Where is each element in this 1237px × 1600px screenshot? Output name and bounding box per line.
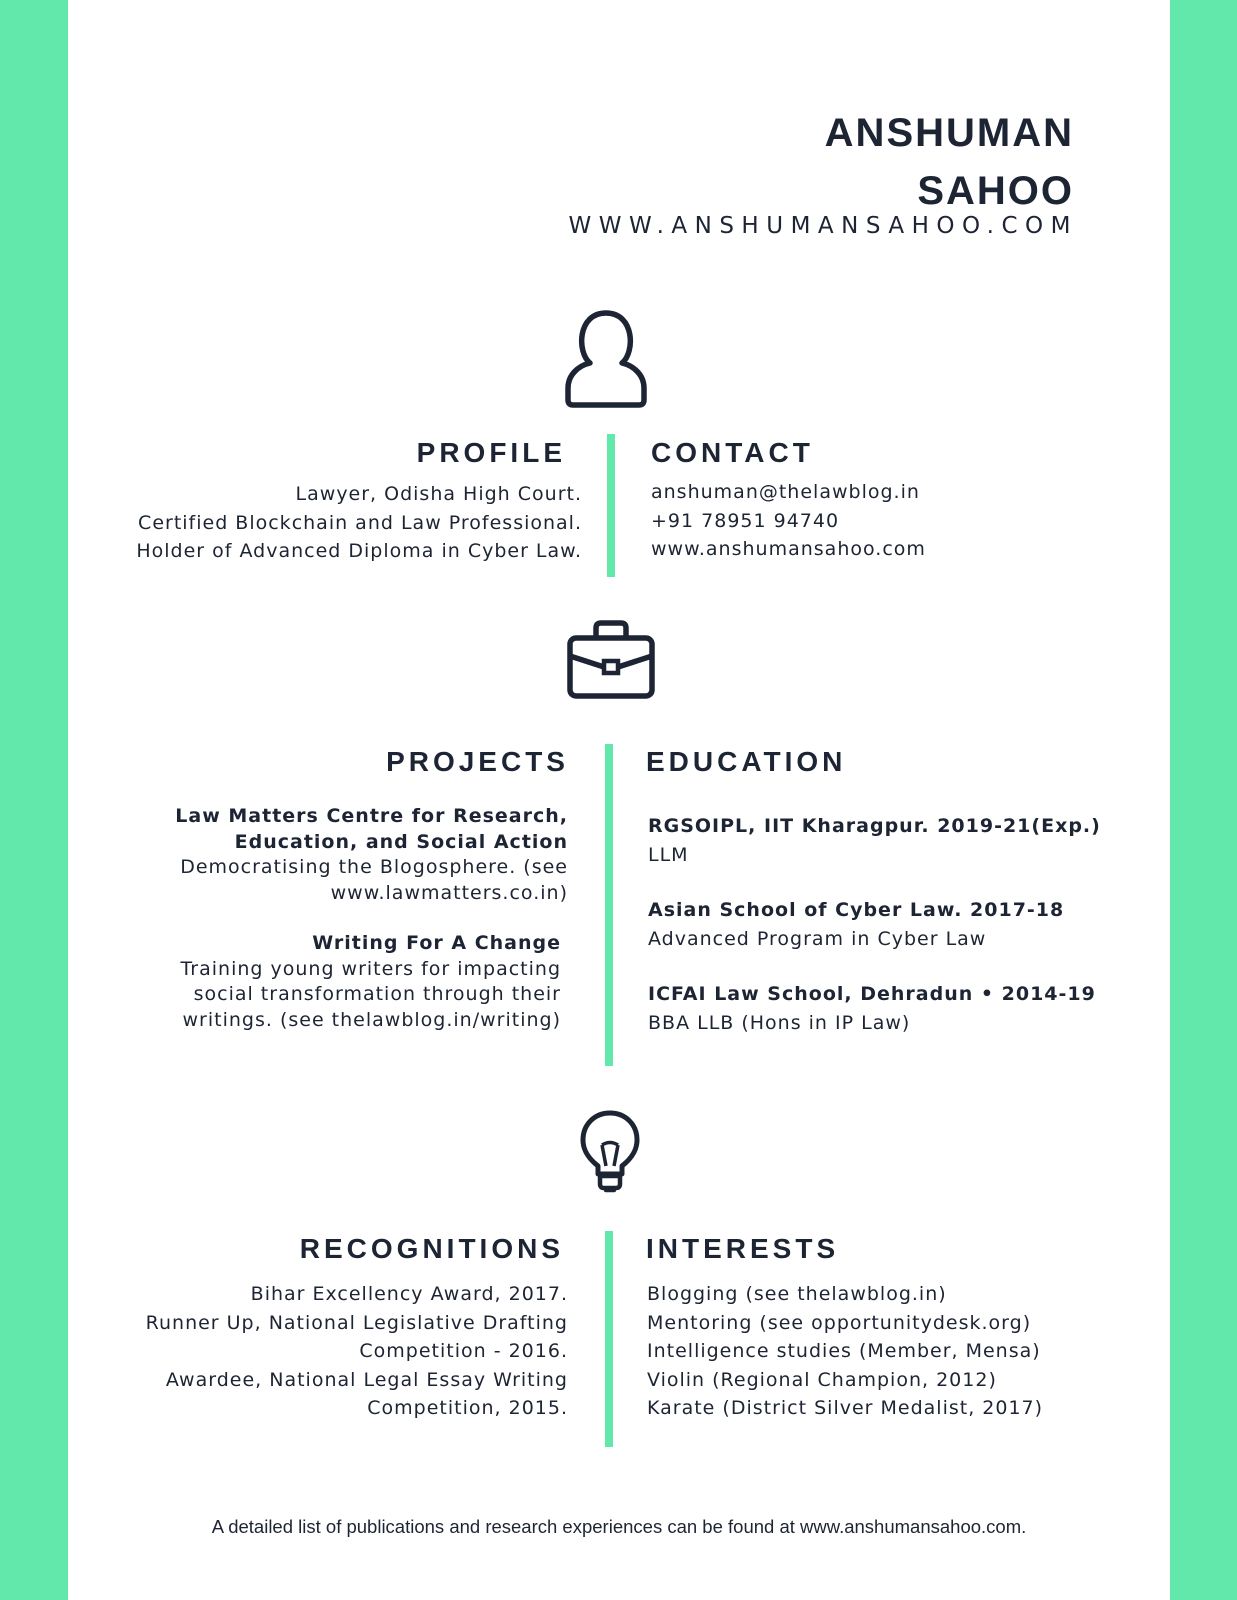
- footer-note: A detailed list of publications and research experiences can be found at www.anshumansahoo.com.: [211, 1516, 1027, 1537]
- interest-line: Violin (Regional Champion, 2012): [647, 1368, 997, 1391]
- profile-heading: PROFILE: [416, 437, 566, 468]
- project-name: Education, and Social Action: [234, 830, 568, 853]
- recognition-line: Competition, 2015.: [367, 1397, 568, 1419]
- interest-line: Intelligence studies (Member, Mensa): [647, 1340, 1041, 1362]
- project-description: Democratising the Blogosphere. (see: [180, 856, 568, 878]
- education-degree: BBA LLB (Hons in IP Law): [648, 1011, 911, 1034]
- recognitions-heading: RECOGNITIONS: [299, 1233, 564, 1264]
- interest-line: Blogging (see thelawblog.in): [647, 1283, 947, 1305]
- divider-bar: [607, 434, 615, 577]
- first-name: ANSHUMAN: [824, 111, 1074, 155]
- contact-heading: CONTACT: [651, 437, 814, 468]
- education-item: [648, 980, 1101, 1037]
- recognition-line: Bihar Excellency Award, 2017.: [250, 1283, 568, 1305]
- recognition-line: Awardee, National Legal Essay Writing: [165, 1368, 568, 1391]
- resume-page: [68, 0, 1170, 1600]
- recognition-line: Competition - 2016.: [359, 1340, 568, 1362]
- interests-list: [647, 1280, 1043, 1423]
- education-heading: EDUCATION: [646, 746, 847, 777]
- contact-details: [651, 478, 926, 564]
- interest-line: Mentoring (see opportunitydesk.org): [647, 1311, 1032, 1334]
- divider-bar: [605, 744, 613, 1066]
- project-name: Writing For A Change: [312, 932, 561, 954]
- project-description: writings. (see thelawblog.in/writing): [182, 1008, 561, 1031]
- name-header: [825, 104, 1074, 220]
- education-list: [648, 812, 1101, 1037]
- education-institution: ICFAI Law School, Dehradun • 2014-19: [648, 983, 1096, 1005]
- education-item: [648, 896, 1101, 953]
- contact-phone[interactable]: +91 78951 94740: [651, 509, 840, 532]
- project-item: [175, 804, 568, 906]
- briefcase-icon: [566, 618, 656, 700]
- projects-list: [175, 804, 568, 1058]
- user-icon: [563, 310, 649, 408]
- project-description: social transformation through their: [193, 983, 561, 1005]
- contact-website[interactable]: www.anshumansahoo.com: [651, 538, 926, 560]
- education-degree: Advanced Program in Cyber Law: [648, 927, 987, 950]
- project-item: [175, 931, 561, 1033]
- last-name: SAHOO: [917, 169, 1074, 213]
- project-description: www.lawmatters.co.in): [330, 881, 568, 904]
- interests-heading: INTERESTS: [646, 1233, 840, 1264]
- recognition-line: Runner Up, National Legislative Drafting: [145, 1311, 568, 1334]
- lightbulb-icon: [580, 1110, 640, 1196]
- profile-line: Certified Blockchain and Law Professional.: [138, 511, 582, 534]
- projects-heading: PROJECTS: [386, 746, 569, 777]
- interest-line: Karate (District Silver Medalist, 2017): [647, 1397, 1044, 1419]
- education-institution: Asian School of Cyber Law. 2017-18: [648, 899, 1065, 921]
- project-description: Training young writers for impacting: [180, 957, 561, 980]
- contact-email[interactable]: anshuman@thelawblog.in: [651, 481, 920, 503]
- education-degree: LLM: [648, 843, 689, 866]
- profile-line: Lawyer, Odisha High Court.: [295, 483, 582, 505]
- profile-line: Holder of Advanced Diploma in Cyber Law.: [136, 540, 582, 562]
- profile-text: [136, 480, 582, 566]
- divider-bar: [605, 1231, 613, 1447]
- header-website[interactable]: WWW.ANSHUMANSAHOO.COM: [568, 213, 1078, 239]
- project-name: Law Matters Centre for Research,: [175, 805, 568, 827]
- education-institution: RGSOIPL, IIT Kharagpur. 2019-21(Exp.): [648, 815, 1101, 837]
- education-item: [648, 812, 1101, 869]
- recognitions-list: [146, 1280, 568, 1423]
